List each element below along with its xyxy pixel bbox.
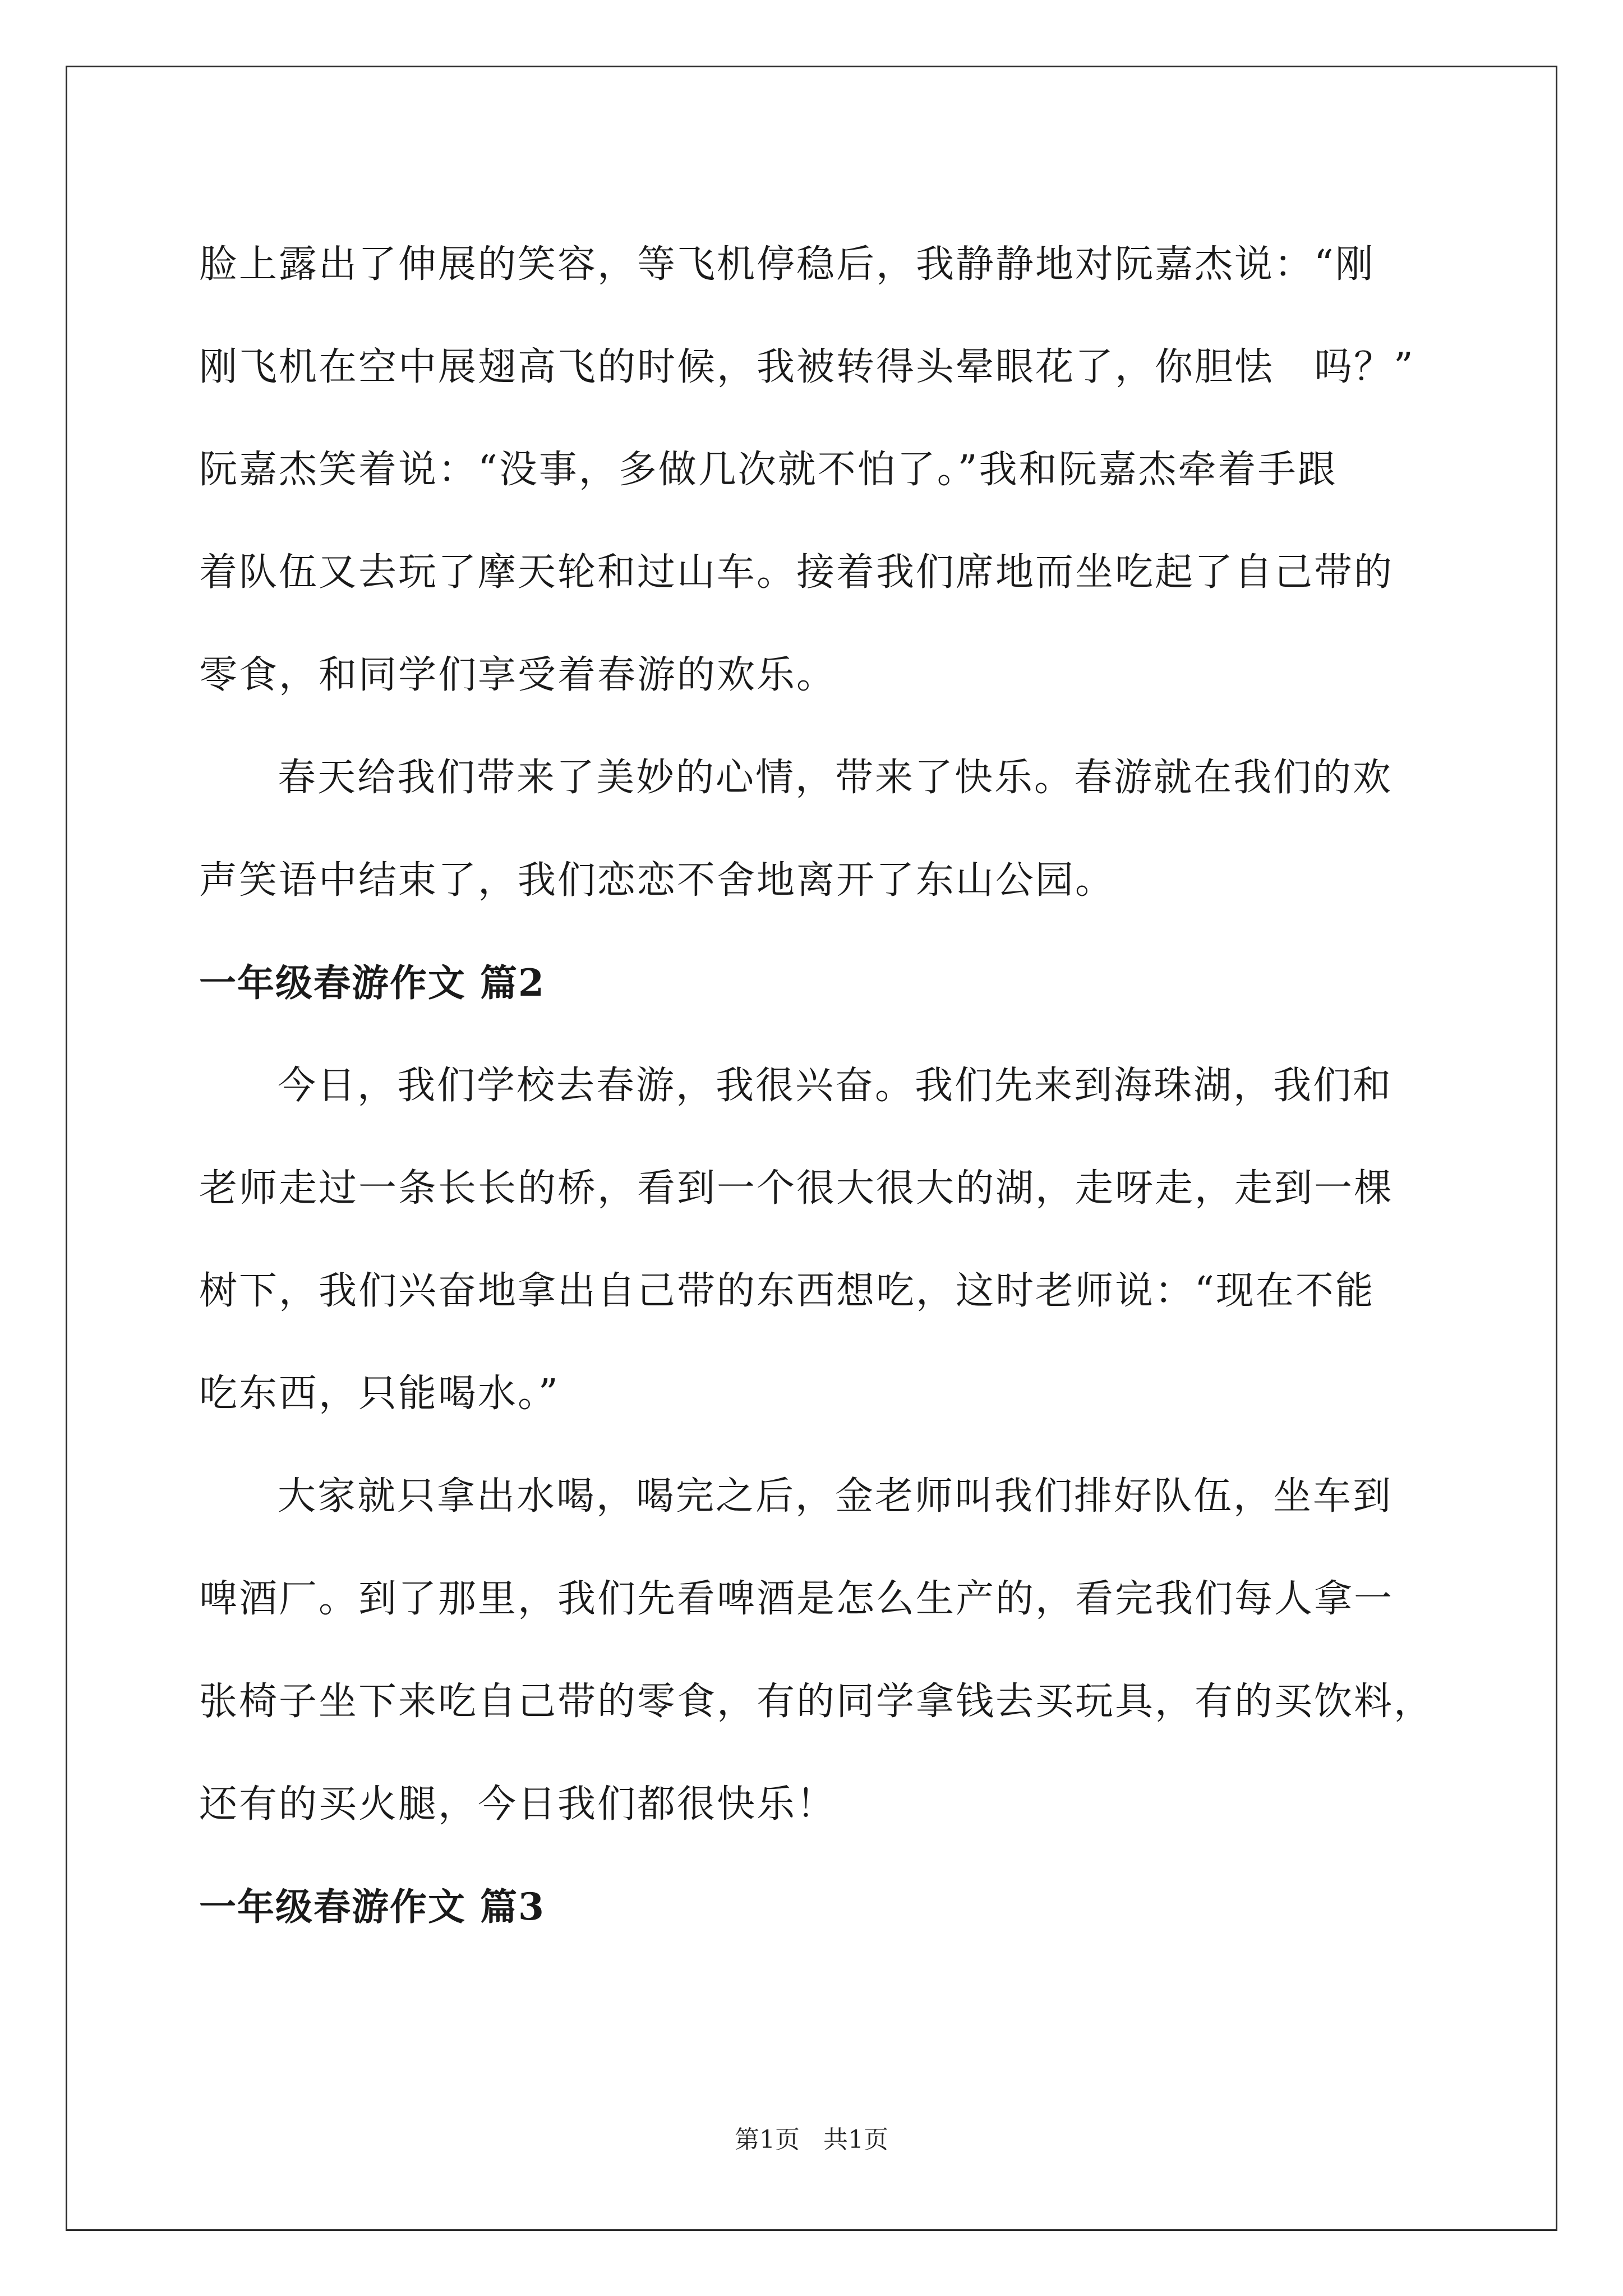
paragraph-4 — [199, 1445, 1433, 1856]
text-line: 老师走过一条长长的桥，看到一个很大很大的湖，走呀走，走到一棵 — [199, 1166, 1394, 1211]
text-line: 刚飞机在空中展翅高飞的时候，我被转得头晕眼花了，你胆怯 吗？” — [199, 345, 1415, 389]
text-line: 今日，我们学校去春游，我很兴奋。我们先来到海珠湖，我们和 — [278, 1064, 1393, 1108]
text-line: 声笑语中结束了，我们恋恋不舍地离开了东山公园。 — [199, 858, 1115, 903]
document-body — [199, 213, 1433, 1958]
text-line: 树下，我们兴奋地拿出自己带的东西想吃，这时老师说：“现在不能 — [199, 1269, 1375, 1313]
text-line: 着队伍又去玩了摩天轮和过山车。接着我们席地而坐吃起了自己带的 — [199, 550, 1394, 595]
section-heading: 一年级春游作文 篇3 — [199, 1885, 545, 1929]
paragraph-2 — [199, 726, 1433, 932]
text-line: 吃东西，只能喝水。” — [199, 1372, 560, 1416]
text-line: 阮嘉杰笑着说：“没事，多做几次就不怕了。”我和阮嘉杰牵着手跟 — [199, 448, 1338, 492]
text-line: 春天给我们带来了美妙的心情，带来了快乐。春游就在我们的欢 — [278, 756, 1393, 800]
text-line: 脸上露出了伸展的笑容，等飞机停稳后，我静静地对阮嘉杰说：“刚 — [199, 242, 1375, 287]
text-line: 还有的买火腿，今日我们都很快乐！ — [199, 1782, 837, 1826]
page-number-total: 共1页 — [823, 2125, 888, 2154]
text-line: 啤酒厂。到了那里，我们先看啤酒是怎么生产的，看完我们每人拿一 — [199, 1577, 1394, 1621]
page-footer — [0, 2119, 1623, 2155]
text-line: 张椅子坐下来吃自己带的零食，有的同学拿钱去买玩具，有的买饮料， — [199, 1680, 1434, 1724]
text-line: 大家就只拿出水喝，喝完之后，金老师叫我们排好队伍，坐车到 — [278, 1474, 1393, 1519]
section-heading: 一年级春游作文 篇2 — [199, 961, 545, 1005]
page-number-current: 第1页 — [735, 2125, 800, 2154]
paragraph-1 — [199, 213, 1433, 726]
text-line: 零食，和同学们享受着春游的欢乐。 — [199, 653, 837, 697]
paragraph-3 — [199, 1034, 1433, 1445]
